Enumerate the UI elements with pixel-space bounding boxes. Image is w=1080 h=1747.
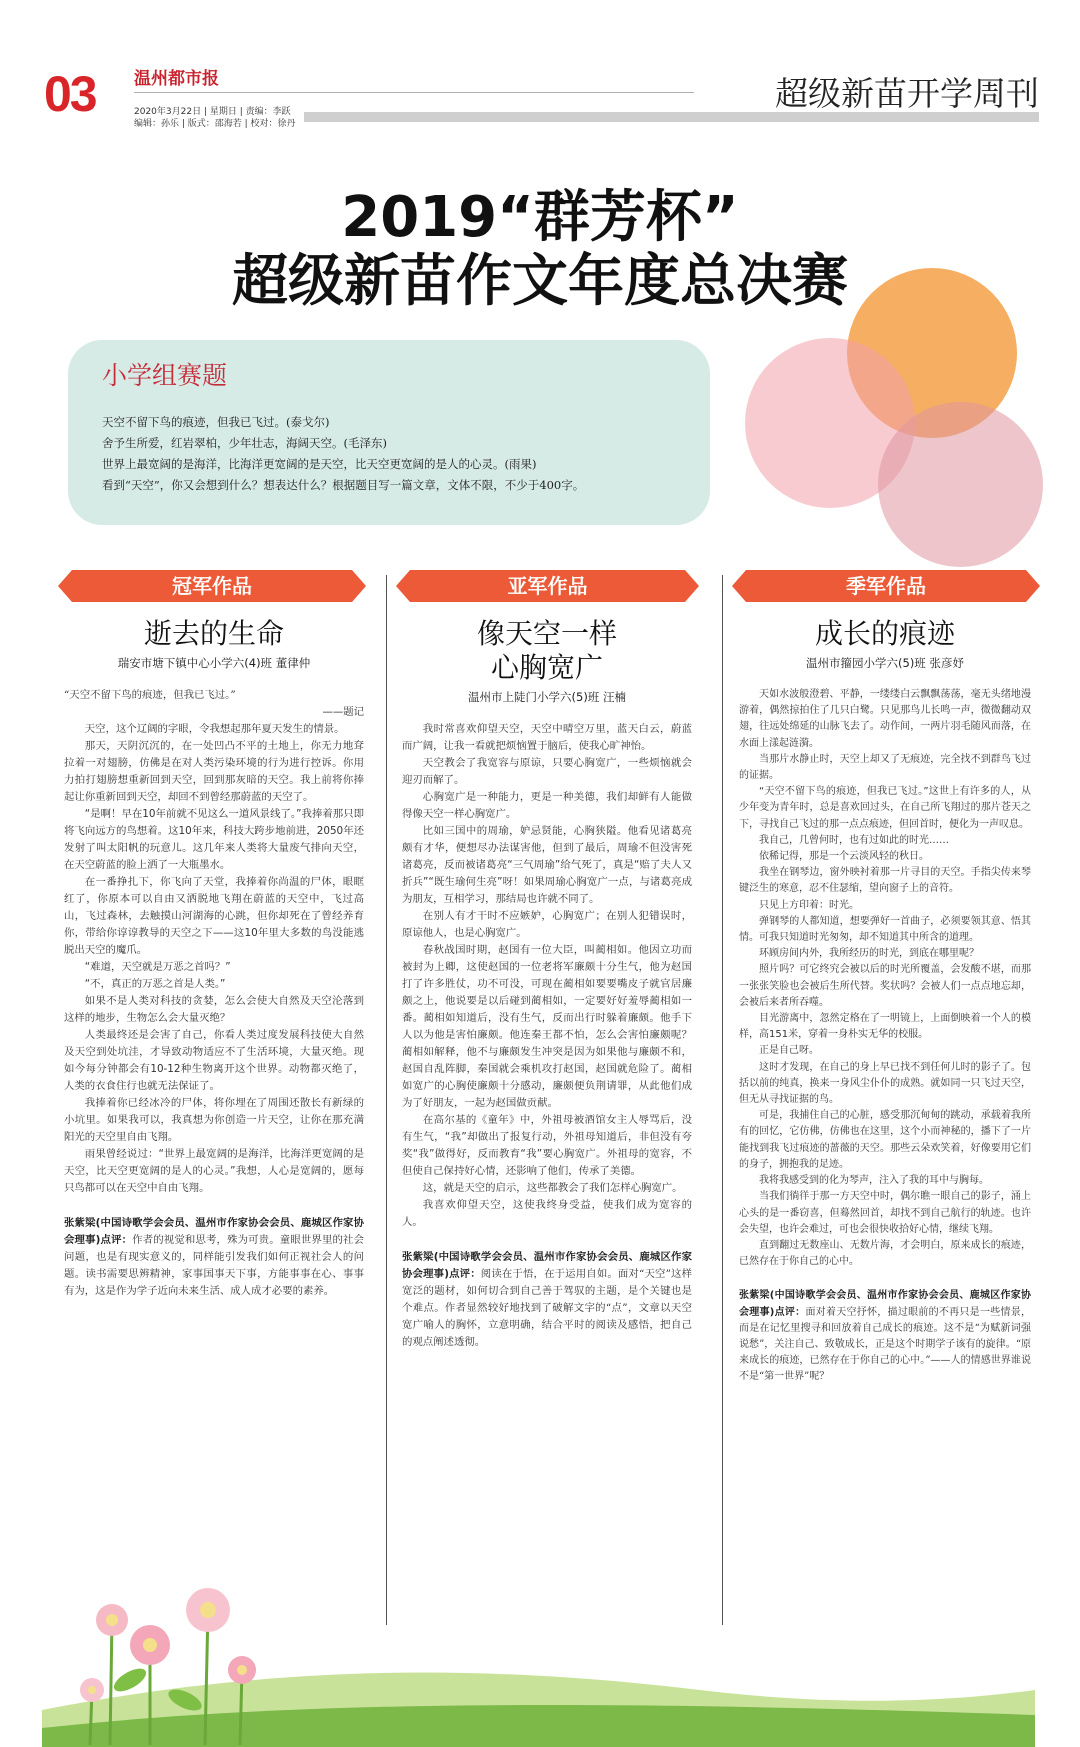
critic-name: 张紫梁(中国诗歌学会会员、温州市作家协会会员、鹿城区作家协会理事)点评： bbox=[739, 1290, 1031, 1318]
paragraph: 天如水波般澄碧、平静，一缕缕白云飘飘荡荡，毫无头绪地漫游着，偶然掠拍住了几只白鹭。只见那鸟儿长鸣一声，微微翻动双翅，往远处绵延的山脉飞去了。动作间，一两片羽毛随风而落，在水面上漾起涟漪。 bbox=[739, 689, 1031, 749]
paragraph: 我捧着你已经冰冷的尸体，将你埋在了周围还散长有新绿的小坑里。如果我可以，我真想为你创造一片天空，让你在那充满阳光的天空里自由飞翔。 bbox=[64, 1097, 364, 1143]
column-divider bbox=[386, 575, 387, 1625]
paragraph: “天空不留下鸟的痕迹，但我已飞过。”这世上有许多的人，从少年变为青年时，总是喜欢回过头，在自己所飞翔过的那片苍天之下，寻找自己飞过的那一点点痕迹，但回首时，便化为一声叹息。 bbox=[739, 786, 1031, 830]
paragraph: 可是，我捕住自己的心脏，感受那沉甸甸的跳动，承载着我所有的回忆，它仿佛，仿佛也在这里，这个小而神秘的，播下了一片能找到我飞过痕迹的蔷薇的天空。那些云朵欢笑着，好像要用它们的身子，拥抱我的足迹。 bbox=[739, 1110, 1031, 1170]
paragraph: 心胸宽广是一种能力，更是一种美德，我们却鲜有人能做得像天空一样心胸宽广。 bbox=[402, 791, 692, 820]
essay-column-runnerup bbox=[402, 575, 692, 1351]
paragraph: 我自己，几曾何时，也有过如此的时光…… bbox=[759, 834, 949, 846]
essay-title: 成长的痕迹 bbox=[814, 617, 955, 650]
critic-text: 作者的视觉和思考，殊为可贵。童眼世界里的社会问题，也是有现实意义的，同样能引发我们如何正视社会人的问题。读书需要思辨精神，家事国事天下事，方能事事在心、事事有为，这是作为学子近向未来生活、成人成才必要的素养。 bbox=[64, 1234, 364, 1297]
paragraph: “不，真正的万恶之首是人类。” bbox=[84, 978, 226, 990]
paragraph: 如果不是人类对科技的贪婪，怎么会使大自然及天空沦落到这样的地步，生物怎么会大量灭绝？ bbox=[64, 995, 364, 1024]
paragraph: 正是自己呀。 bbox=[759, 1045, 819, 1057]
essay-title-line1: 像天空一样 bbox=[476, 617, 617, 650]
paragraph: 直到翻过无数座山、无数片海，才会明白，原来成长的痕迹，已然存在于你自己的心中。 bbox=[739, 1239, 1031, 1268]
epigraph: “天空不留下鸟的痕迹，但我已飞过。” bbox=[64, 689, 236, 701]
award-label: 亚军作品 bbox=[507, 574, 588, 598]
decor-ground bbox=[0, 1550, 1080, 1747]
paragraph: 照片吗？可它终究会被以后的时光所覆盖，会发酸不堪，而那一张张笑脸也会被后生所代替。奖状吗？会被人们一点点地忘却，会被后来者所吞噬。 bbox=[739, 964, 1031, 1008]
paragraph: 在高尔基的《童年》中，外祖母被酒馆女主人辱骂后，没有生气，“我”却做出了报复行动，外祖母知道后，非但没有夸奖“我”做得好，反而教育“我”要心胸宽广。外祖母的宽容，不但使自己保持好心情，还影响了他们，传承了美德。 bbox=[402, 1114, 692, 1177]
paragraph: 当我们徜徉于那一方天空中时，偶尔瞧一眼自己的影子，涌上心头的是一番窃喜，但蓦然回首，却找不到自己航行的轨迹。也许会失望，也许会难过，可也会很快收拾好心情，继续飞翔。 bbox=[739, 1191, 1031, 1235]
masthead bbox=[44, 62, 1039, 129]
staff-line: 编辑：孙乐 | 版式：邵海若 | 校对：徐丹 bbox=[134, 119, 296, 129]
paragraph: 只见上方印着：时光。 bbox=[759, 899, 859, 911]
column-divider bbox=[722, 575, 723, 1625]
paragraph: 这时才发现，在自己的身上早已找不到任何儿时的影子了。包括以前的纯真，换来一身风尘仆仆的成熟。就如同一只飞过天空，但无从寻找证据的鸟。 bbox=[739, 1061, 1031, 1106]
award-label: 季军作品 bbox=[846, 574, 926, 598]
paragraph: 当那片水静止时，天空上却又了无痕迹，完全找不到群鸟飞过的证据。 bbox=[739, 753, 1031, 782]
topic-line: 世界上最宽阔的是海洋，比海洋更宽阔的是天空，比天空更宽阔的是人的心灵。(雨果) bbox=[102, 457, 537, 471]
essay-body bbox=[402, 721, 692, 1231]
decor-circle-rose bbox=[878, 402, 1043, 567]
essay-title: 逝去的生命 bbox=[143, 617, 284, 650]
paragraph: “难道，天空就是万恶之首吗？” bbox=[84, 961, 231, 973]
paragraph: 我时常喜欢仰望天空，天空中晴空万里，蓝天白云，蔚蓝而广阔，让我一看就把烦恼置于脑后，使我心旷神怡。 bbox=[402, 723, 692, 752]
paragraph: “是啊！早在10年前就不见这么一道风景线了。”我捧着那只即将飞向远方的鸟想着。这10年来，科技大跨步地前进，2050年还发射了叫太阳帆的玩意儿。这几年来人类将大量废气排向天空，在天空蔚蓝的脸上洒了一大瓶墨水。 bbox=[64, 808, 364, 871]
essay-body bbox=[739, 687, 1031, 1270]
paragraph: 我将我感受到的化为琴声，注入了我的耳中与胸每。 bbox=[759, 1175, 989, 1187]
topic-lines bbox=[102, 412, 702, 496]
critic-comment bbox=[739, 1288, 1031, 1385]
paragraph: 人类最终还是会害了自己，你看人类过度发展科技使大自然及天空到处坑洼，才导致动物适应不了生活环境，大量灭绝。现如今每分钟都会有10-12种生物离开这个世界。动物都灭绝了，人类的衣食住行也就无法保证了。 bbox=[64, 1029, 364, 1092]
topic-line: 天空不留下鸟的痕迹，但我已飞过。(泰戈尔) bbox=[102, 415, 330, 429]
paragraph: 那天，天阴沉沉的，在一处凹凸不平的土地上，你无力地耷拉着一对翅膀，仿佛是在对人类污染环境的行为进行控诉。你用力拍打翅膀想重新回到天空，回到那灰暗的天空。我上前将你捧起让你重新回到天空，却回不到曾经那蔚蓝的天空了。 bbox=[64, 740, 364, 803]
paragraph: 天空教会了我宽容与原谅，只要心胸宽广，一些烦恼就会迎刃而解了。 bbox=[402, 757, 692, 786]
critic-text: 阅读在于悟，在于运用自如。面对“天空”这样宽泛的题材，如何切合到自己善于驾驭的主题，是个关键也是个难点。作者显然较好地找到了破解文字的“点”，文章以天空宽广喻人的胸怀，立意明确，结合平时的阅读及感悟，把自己的观点阐述透彻。 bbox=[402, 1268, 693, 1348]
essay-column-third bbox=[739, 575, 1031, 1386]
critic-text: 面对着天空抒怀，描过眼前的不再只是一些情景，而是在记忆里搜寻和回放着自己成长的痕迹。这不是“为赋新词强说愁”，关注自己、致敬成长，正是这个时期学子该有的旋律。“原来成长的痕迹，已然存在于你自己的心中。”——人的情感世界谁说不是“第一世界”呢？ bbox=[739, 1306, 1032, 1383]
paragraph: 目光游离中，忽然定格在了一明镜上，上面倒映着一个人的模样，高151米，穿着一身朴实无华的校服。 bbox=[739, 1013, 1031, 1041]
date-line: 2020年3月22日 | 星期日 | 责编：李跃 bbox=[134, 107, 291, 117]
epigraph-source: ——题记 bbox=[322, 706, 364, 718]
paragraph: 在一番挣扎下，你飞向了天堂，我捧着你尚温的尸体，眼眶红了，你原本可以自由又洒脱地飞翔在蔚蓝的天空中，飞过高山，飞过森林，去触摸山河湖海的心跳，但你却死在了曾经养育你，带给你谆谆教导的天空之下——这10年里大多数的鸟没能逃脱出天空的魔爪。 bbox=[64, 876, 364, 956]
topic-line: 舍予生所爱，红岩翠柏，少年壮志，海阔天空。(毛泽东) bbox=[102, 436, 387, 450]
essay-author: 温州市上陡门小学六(5)班 汪楠 bbox=[468, 690, 626, 704]
paragraph: 雨果曾经说过：“世界上最宽阔的是海洋，比海洋更宽阔的是天空，比天空更宽阔的是人的心灵。”我想，人心是宽阔的，愿每只鸟都可以在天空中自由飞翔。 bbox=[64, 1148, 364, 1194]
section-title: 超级新苗开学周刊 bbox=[775, 74, 1039, 113]
essay-title bbox=[402, 617, 692, 685]
paragraph: 天空，这个辽阔的字眼，令我想起那年夏天发生的情景。 bbox=[84, 723, 345, 735]
essay-author: 温州市籀园小学六(5)班 张彦妤 bbox=[806, 656, 964, 670]
essay-title-line2: 心胸宽广 bbox=[490, 651, 603, 684]
topic-heading: 小学组赛题 bbox=[102, 361, 228, 390]
paragraph: 弹钢琴的人都知道，想要弹好一首曲子，必须要领其意、悟其情。可我只知道时光匆匆，却不知道其中所含的道理。 bbox=[739, 915, 1031, 944]
topic-line: 看到“天空”，你又会想到什么？想表达什么？根据题目写一篇文章，文体不限，不少于400字。 bbox=[102, 478, 585, 492]
masthead-rule bbox=[134, 92, 694, 93]
topic-box bbox=[68, 340, 710, 525]
essay-column-champion bbox=[64, 575, 364, 1300]
critic-comment bbox=[402, 1249, 692, 1351]
main-title-line2: 超级新苗作文年度总决赛 bbox=[232, 249, 848, 314]
paragraph: 我喜欢仰望天空，这使我终身受益，使我们成为宽容的人。 bbox=[402, 1199, 692, 1228]
paragraph: 依稀记得，那是一个云淡风轻的秋日。 bbox=[759, 851, 929, 863]
paragraph: 环顾房间内外，我所经历的时光，到底在哪里呢？ bbox=[759, 948, 979, 960]
award-label: 冠军作品 bbox=[172, 574, 252, 598]
paragraph: 这，就是天空的启示，这些都教会了我们怎样心胸宽广。 bbox=[422, 1182, 683, 1194]
critic-name: 张紫梁(中国诗歌学会会员、温州市作家协会会员、鹿城区作家协会理事)点评： bbox=[64, 1217, 364, 1246]
paragraph: 在别人有才干时不应嫉妒，心胸宽广；在别人犯错误时，原谅他人，也是心胸宽广。 bbox=[402, 910, 692, 939]
essay-body bbox=[64, 687, 364, 1197]
paper-name: 温州都市报 bbox=[134, 69, 219, 89]
paragraph: 比如三国中的周瑜，妒忌贤能，心胸狭隘。他看见诸葛亮颇有才华，便想尽办法谋害他，但到了最后，周瑜不但没害死诸葛亮，反而被诸葛亮“三气周瑜”给气死了，真是“赔了夫人又折兵”“既生瑜何生亮”呀！如果周瑜心胸宽广一点，与诸葛亮成为朋友，互相学习，那结局也许就不同了。 bbox=[402, 825, 692, 905]
critic-name: 张紫梁(中国诗歌学会会员、温州市作家协会会员、鹿城区作家协会理事)点评： bbox=[402, 1251, 692, 1280]
main-title-line1: 2019“群芳杯” bbox=[341, 185, 739, 250]
paragraph: 春秋战国时期，赵国有一位大臣，叫蔺相如。他因立功而被封为上卿，这使赵国的一位老将军廉颇十分生气，他为赵国打了许多胜仗，功不可没，可现在蔺相如要要嘴皮子就官居廉颇之上，他说要是以后碰到蔺相如，一定要好好羞辱蔺相如一番。蔺相如知道后，没有生气，反而出行时躲着廉颇。他手下人以为他是害怕廉颇。他连秦王都不怕，怎么会害怕廉颇呢？蔺相如解释，他不与廉颇发生冲突是因为如果他与廉颇不和，赵国自乱阵脚，秦国就会乘机攻打赵国，赵国就危险了。蔺相如宽广的心胸使廉颇十分感动，廉颇便负荆请罪，从此他们成为了好朋友，一起为赵国做贡献。 bbox=[402, 944, 692, 1109]
essay-author: 瑞安市塘下镇中心小学六(4)班 董律仲 bbox=[117, 656, 311, 670]
critic-comment bbox=[64, 1215, 364, 1300]
page-number: 03 bbox=[44, 66, 96, 122]
paragraph: 我坐在钢琴边，窗外映衬着那一片寻目的天空。手指尖传来琴键泛生的寒意，忍不住瑟缩，望向窗子上的音符。 bbox=[739, 867, 1031, 895]
